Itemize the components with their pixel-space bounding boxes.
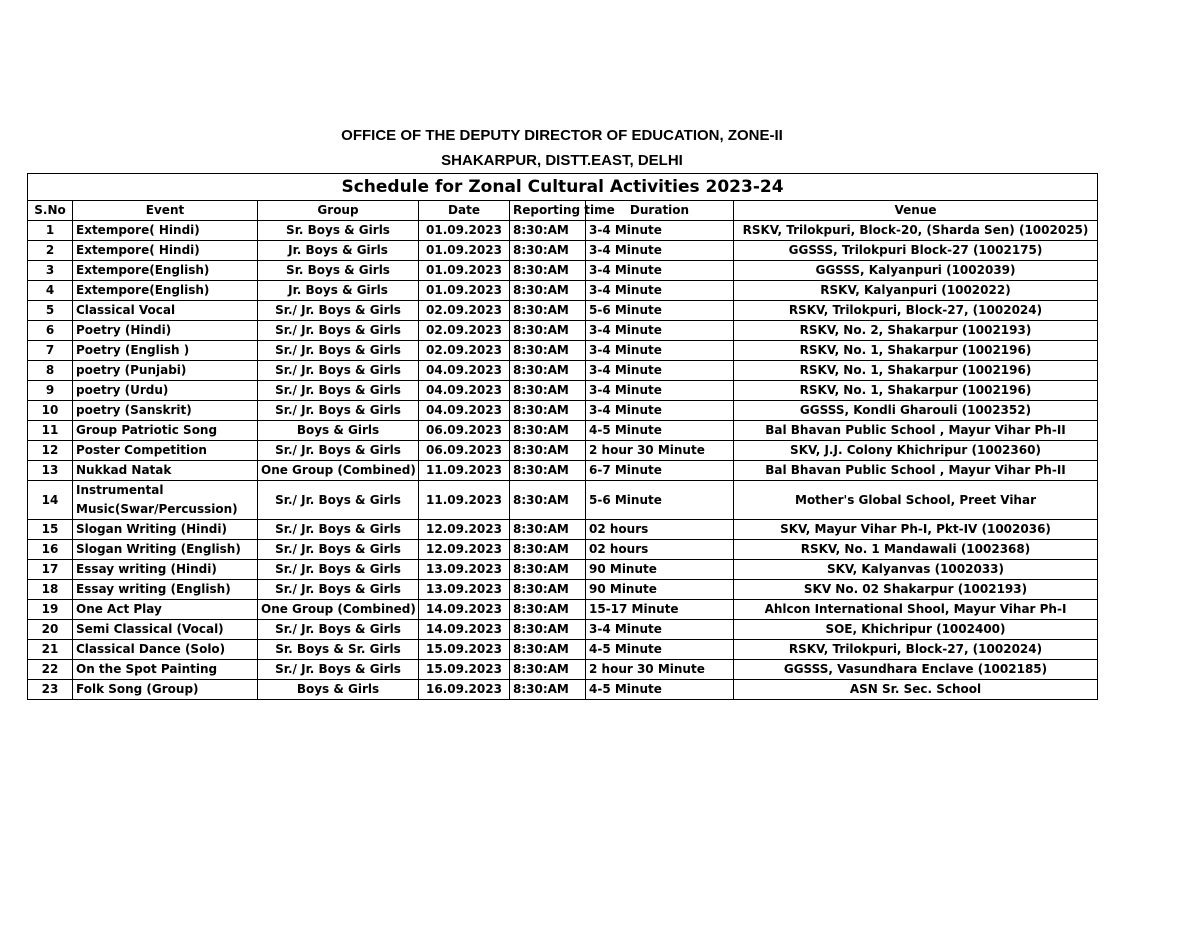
cell-group: Sr. Boys & Girls [258, 261, 419, 281]
cell-reporting-time: 8:30:AM [510, 481, 586, 520]
cell-group: Sr./ Jr. Boys & Girls [258, 341, 419, 361]
cell-date: 11.09.2023 [419, 481, 510, 520]
cell-event: poetry (Sanskrit) [73, 401, 258, 421]
cell-sno: 15 [28, 520, 73, 540]
cell-venue: SOE, Khichripur (1002400) [734, 620, 1098, 640]
cell-reporting-time: 8:30:AM [510, 540, 586, 560]
cell-group: One Group (Combined) [258, 461, 419, 481]
cell-date: 14.09.2023 [419, 620, 510, 640]
cell-reporting-time: 8:30:AM [510, 261, 586, 281]
cell-event: Classical Vocal [73, 301, 258, 321]
cell-sno: 8 [28, 361, 73, 381]
cell-duration: 2 hour 30 Minute [586, 660, 734, 680]
cell-sno: 22 [28, 660, 73, 680]
cell-venue: SKV, Mayur Vihar Ph-I, Pkt-IV (1002036) [734, 520, 1098, 540]
cell-group: Sr./ Jr. Boys & Girls [258, 301, 419, 321]
cell-date: 01.09.2023 [419, 241, 510, 261]
cell-date: 01.09.2023 [419, 261, 510, 281]
cell-venue: RSKV, Trilokpuri, Block-27, (1002024) [734, 640, 1098, 660]
cell-sno: 23 [28, 680, 73, 700]
office-address: SHAKARPUR, DISTT.EAST, DELHI [441, 152, 683, 169]
table-row [28, 580, 1098, 600]
cell-duration: 6-7 Minute [586, 461, 734, 481]
cell-venue: RSKV, No. 1, Shakarpur (1002196) [734, 361, 1098, 381]
cell-event: Poetry (Hindi) [73, 321, 258, 341]
cell-duration: 3-4 Minute [586, 281, 734, 301]
cell-reporting-time: 8:30:AM [510, 301, 586, 321]
cell-group: Boys & Girls [258, 680, 419, 700]
schedule-table [27, 173, 1098, 700]
cell-duration: 4-5 Minute [586, 680, 734, 700]
cell-duration: 3-4 Minute [586, 361, 734, 381]
cell-event: Semi Classical (Vocal) [73, 620, 258, 640]
cell-date: 13.09.2023 [419, 560, 510, 580]
cell-venue: ASN Sr. Sec. School [734, 680, 1098, 700]
cell-sno: 20 [28, 620, 73, 640]
cell-event: Poster Competition [73, 441, 258, 461]
cell-reporting-time: 8:30:AM [510, 281, 586, 301]
cell-venue: GGSSS, Vasundhara Enclave (1002185) [734, 660, 1098, 680]
cell-reporting-time: 8:30:AM [510, 580, 586, 600]
cell-duration: 3-4 Minute [586, 221, 734, 241]
cell-group: Sr./ Jr. Boys & Girls [258, 321, 419, 341]
cell-sno: 17 [28, 560, 73, 580]
table-row [28, 680, 1098, 700]
cell-event: On the Spot Painting [73, 660, 258, 680]
cell-group: Sr./ Jr. Boys & Girls [258, 481, 419, 520]
cell-sno: 12 [28, 441, 73, 461]
cell-sno: 11 [28, 421, 73, 441]
cell-duration: 3-4 Minute [586, 620, 734, 640]
table-row [28, 441, 1098, 461]
cell-venue: RSKV, Trilokpuri, Block-27, (1002024) [734, 301, 1098, 321]
cell-group: One Group (Combined) [258, 600, 419, 620]
cell-reporting-time: 8:30:AM [510, 520, 586, 540]
cell-event: Essay writing (English) [73, 580, 258, 600]
table-row [28, 560, 1098, 580]
cell-event: Slogan Writing (Hindi) [73, 520, 258, 540]
cell-duration: 3-4 Minute [586, 241, 734, 261]
cell-event: Classical Dance (Solo) [73, 640, 258, 660]
cell-event: Slogan Writing (English) [73, 540, 258, 560]
cell-venue: Bal Bhavan Public School , Mayur Vihar Ph-II [734, 461, 1098, 481]
cell-venue: SKV, J.J. Colony Khichripur (1002360) [734, 441, 1098, 461]
column-header-group: Group [258, 201, 419, 221]
cell-event: Essay writing (Hindi) [73, 560, 258, 580]
cell-venue: RSKV, No. 1, Shakarpur (1002196) [734, 381, 1098, 401]
table-row [28, 481, 1098, 520]
cell-duration: 3-4 Minute [586, 341, 734, 361]
cell-group: Sr./ Jr. Boys & Girls [258, 580, 419, 600]
cell-date: 01.09.2023 [419, 281, 510, 301]
cell-date: 15.09.2023 [419, 640, 510, 660]
cell-sno: 21 [28, 640, 73, 660]
cell-sno: 19 [28, 600, 73, 620]
cell-date: 02.09.2023 [419, 341, 510, 361]
cell-reporting-time: 8:30:AM [510, 441, 586, 461]
cell-event: Extempore(English) [73, 281, 258, 301]
column-header-reporting-time: Reporting time [510, 201, 586, 221]
cell-reporting-time: 8:30:AM [510, 341, 586, 361]
table-row [28, 660, 1098, 680]
cell-duration: 3-4 Minute [586, 261, 734, 281]
cell-date: 06.09.2023 [419, 441, 510, 461]
cell-duration: 90 Minute [586, 580, 734, 600]
cell-duration: 3-4 Minute [586, 321, 734, 341]
cell-sno: 1 [28, 221, 73, 241]
cell-sno: 14 [28, 481, 73, 520]
table-row [28, 241, 1098, 261]
cell-group: Sr./ Jr. Boys & Girls [258, 660, 419, 680]
cell-duration: 3-4 Minute [586, 401, 734, 421]
table-row [28, 540, 1098, 560]
cell-duration: 4-5 Minute [586, 421, 734, 441]
cell-group: Sr. Boys & Sr. Girls [258, 640, 419, 660]
cell-reporting-time: 8:30:AM [510, 620, 586, 640]
cell-sno: 6 [28, 321, 73, 341]
table-row [28, 520, 1098, 540]
cell-venue: Ahlcon International Shool, Mayur Vihar Ph-I [734, 600, 1098, 620]
cell-venue: SKV No. 02 Shakarpur (1002193) [734, 580, 1098, 600]
cell-date: 12.09.2023 [419, 520, 510, 540]
cell-reporting-time: 8:30:AM [510, 321, 586, 341]
cell-event: Nukkad Natak [73, 461, 258, 481]
schedule-title: Schedule for Zonal Cultural Activities 2023-24 [28, 174, 1098, 201]
cell-event: Folk Song (Group) [73, 680, 258, 700]
cell-group: Sr./ Jr. Boys & Girls [258, 520, 419, 540]
cell-venue: RSKV, No. 1 Mandawali (1002368) [734, 540, 1098, 560]
cell-event: One Act Play [73, 600, 258, 620]
cell-date: 06.09.2023 [419, 421, 510, 441]
cell-group: Sr./ Jr. Boys & Girls [258, 620, 419, 640]
cell-group: Sr./ Jr. Boys & Girls [258, 560, 419, 580]
cell-duration: 90 Minute [586, 560, 734, 580]
cell-venue: RSKV, Kalyanpuri (1002022) [734, 281, 1098, 301]
cell-sno: 2 [28, 241, 73, 261]
column-header-event: Event [73, 201, 258, 221]
cell-reporting-time: 8:30:AM [510, 660, 586, 680]
cell-date: 15.09.2023 [419, 660, 510, 680]
cell-date: 13.09.2023 [419, 580, 510, 600]
cell-sno: 9 [28, 381, 73, 401]
table-row [28, 381, 1098, 401]
table-row [28, 401, 1098, 421]
cell-group: Jr. Boys & Girls [258, 281, 419, 301]
table-row [28, 281, 1098, 301]
cell-venue: GGSSS, Kondli Gharouli (1002352) [734, 401, 1098, 421]
cell-reporting-time: 8:30:AM [510, 421, 586, 441]
cell-group: Sr./ Jr. Boys & Girls [258, 441, 419, 461]
cell-reporting-time: 8:30:AM [510, 461, 586, 481]
cell-event: poetry (Punjabi) [73, 361, 258, 381]
cell-reporting-time: 8:30:AM [510, 640, 586, 660]
cell-event: Group Patriotic Song [73, 421, 258, 441]
cell-date: 04.09.2023 [419, 361, 510, 381]
cell-date: 04.09.2023 [419, 401, 510, 421]
table-row [28, 341, 1098, 361]
cell-venue: GGSSS, Trilokpuri Block-27 (1002175) [734, 241, 1098, 261]
cell-duration: 02 hours [586, 520, 734, 540]
cell-venue: GGSSS, Kalyanpuri (1002039) [734, 261, 1098, 281]
table-row [28, 221, 1098, 241]
cell-duration: 3-4 Minute [586, 381, 734, 401]
cell-sno: 4 [28, 281, 73, 301]
cell-event: Extempore(English) [73, 261, 258, 281]
cell-sno: 10 [28, 401, 73, 421]
cell-event: Poetry (English ) [73, 341, 258, 361]
cell-venue: RSKV, No. 1, Shakarpur (1002196) [734, 341, 1098, 361]
cell-sno: 16 [28, 540, 73, 560]
cell-group: Sr./ Jr. Boys & Girls [258, 540, 419, 560]
cell-date: 11.09.2023 [419, 461, 510, 481]
cell-sno: 7 [28, 341, 73, 361]
table-row [28, 261, 1098, 281]
cell-date: 02.09.2023 [419, 301, 510, 321]
cell-sno: 13 [28, 461, 73, 481]
cell-date: 16.09.2023 [419, 680, 510, 700]
cell-reporting-time: 8:30:AM [510, 361, 586, 381]
cell-venue: SKV, Kalyanvas (1002033) [734, 560, 1098, 580]
cell-duration: 15-17 Minute [586, 600, 734, 620]
cell-reporting-time: 8:30:AM [510, 680, 586, 700]
office-title: OFFICE OF THE DEPUTY DIRECTOR OF EDUCATION, ZONE-II [341, 127, 783, 144]
cell-reporting-time: 8:30:AM [510, 381, 586, 401]
cell-group: Sr. Boys & Girls [258, 221, 419, 241]
table-row [28, 620, 1098, 640]
cell-venue: RSKV, Trilokpuri, Block-20, (Sharda Sen) (1002025) [734, 221, 1098, 241]
table-row [28, 461, 1098, 481]
cell-date: 04.09.2023 [419, 381, 510, 401]
cell-venue: Mother's Global School, Preet Vihar [734, 481, 1098, 520]
table-row [28, 640, 1098, 660]
table-row [28, 301, 1098, 321]
cell-duration: 2 hour 30 Minute [586, 441, 734, 461]
cell-venue: RSKV, No. 2, Shakarpur (1002193) [734, 321, 1098, 341]
cell-duration: 4-5 Minute [586, 640, 734, 660]
cell-reporting-time: 8:30:AM [510, 241, 586, 261]
cell-duration: 5-6 Minute [586, 481, 734, 520]
column-header-date: Date [419, 201, 510, 221]
column-header-duration: Duration [586, 201, 734, 221]
cell-duration: 5-6 Minute [586, 301, 734, 321]
column-header-venue: Venue [734, 201, 1098, 221]
cell-date: 01.09.2023 [419, 221, 510, 241]
cell-sno: 18 [28, 580, 73, 600]
cell-sno: 3 [28, 261, 73, 281]
cell-reporting-time: 8:30:AM [510, 401, 586, 421]
cell-event: Extempore( Hindi) [73, 241, 258, 261]
table-row [28, 361, 1098, 381]
cell-date: 12.09.2023 [419, 540, 510, 560]
cell-group: Boys & Girls [258, 421, 419, 441]
cell-reporting-time: 8:30:AM [510, 560, 586, 580]
cell-group: Sr./ Jr. Boys & Girls [258, 381, 419, 401]
cell-reporting-time: 8:30:AM [510, 600, 586, 620]
cell-date: 14.09.2023 [419, 600, 510, 620]
cell-group: Jr. Boys & Girls [258, 241, 419, 261]
column-header-sno: S.No [28, 201, 73, 221]
cell-sno: 5 [28, 301, 73, 321]
cell-event: Extempore( Hindi) [73, 221, 258, 241]
cell-event: poetry (Urdu) [73, 381, 258, 401]
table-row [28, 321, 1098, 341]
cell-reporting-time: 8:30:AM [510, 221, 586, 241]
cell-group: Sr./ Jr. Boys & Girls [258, 361, 419, 381]
cell-venue: Bal Bhavan Public School , Mayur Vihar Ph-II [734, 421, 1098, 441]
cell-duration: 02 hours [586, 540, 734, 560]
cell-group: Sr./ Jr. Boys & Girls [258, 401, 419, 421]
cell-event: Instrumental Music(Swar/Percussion) [73, 481, 258, 520]
table-row [28, 421, 1098, 441]
cell-date: 02.09.2023 [419, 321, 510, 341]
table-row [28, 600, 1098, 620]
